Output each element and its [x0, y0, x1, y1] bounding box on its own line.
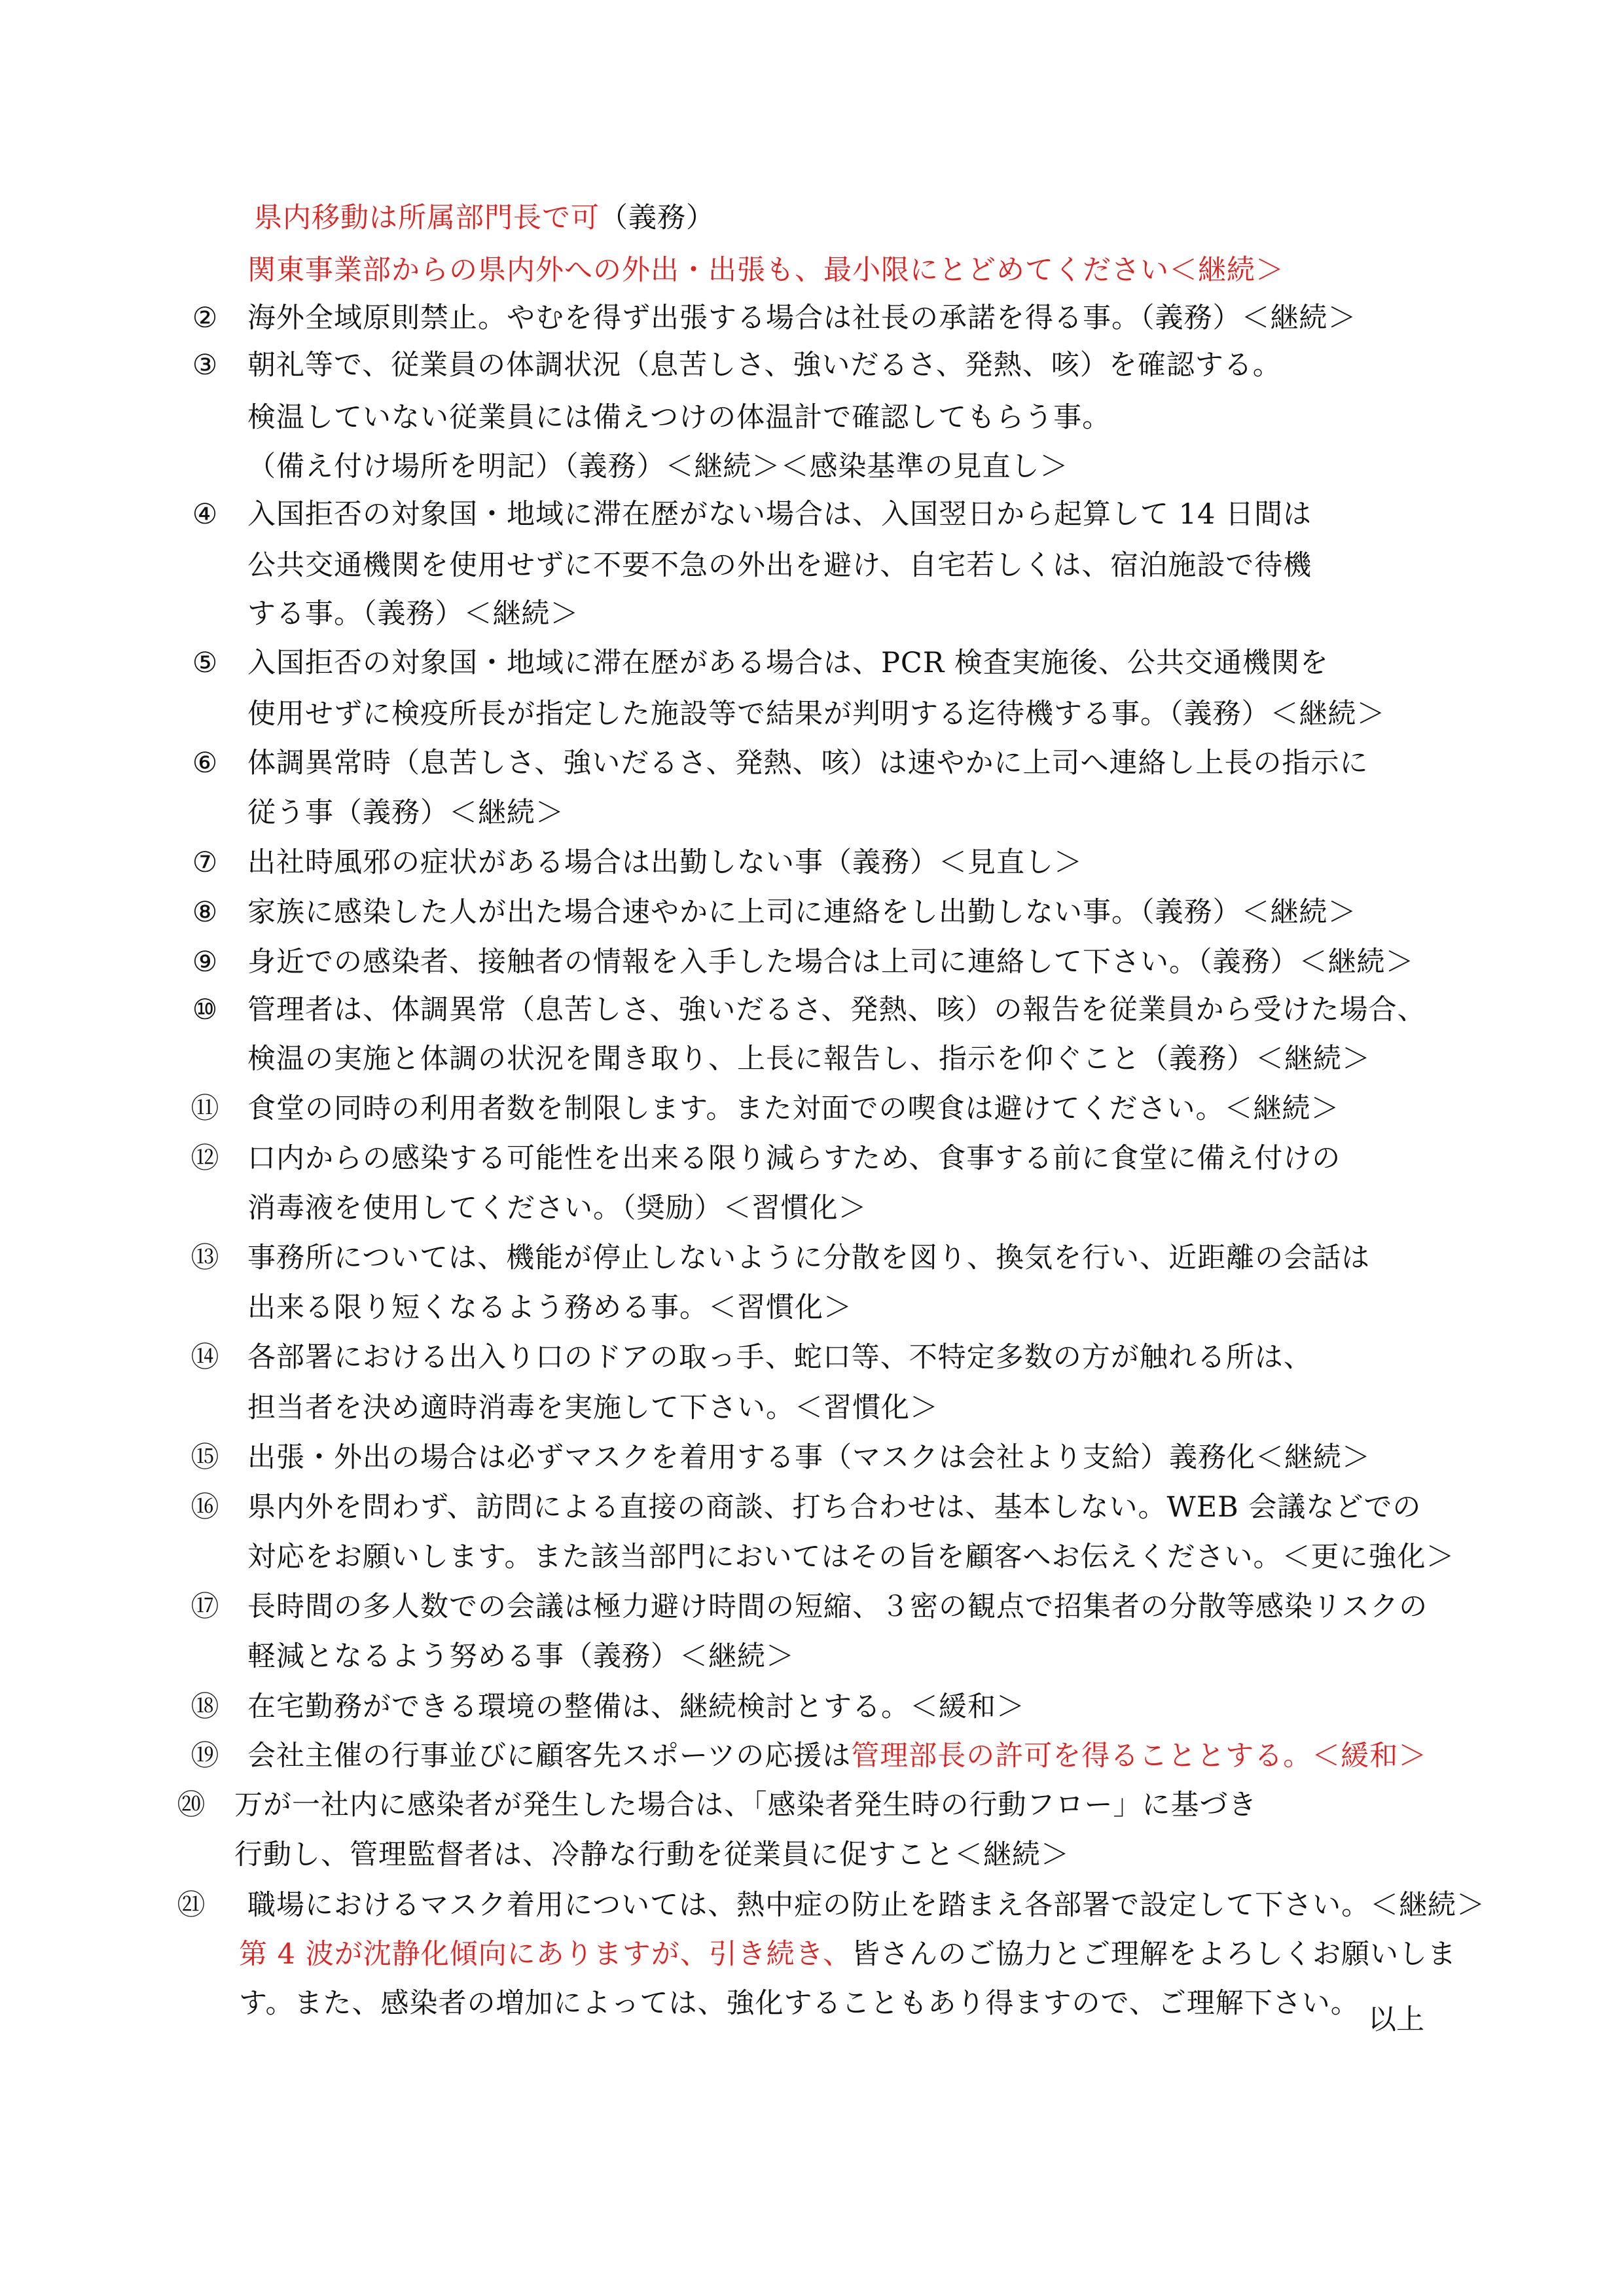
text-line [234, 1837, 1070, 1873]
text-line [254, 200, 715, 236]
text-segment: 朝礼等で、従業員の体調状況（息苦しさ、強いだるさ、発熱、咳）を確認する。 [247, 349, 1282, 382]
text-segment: 身近での感染者、接触者の情報を入手した場合は上司に連絡して下さい。（義務）＜継続＞ [247, 946, 1415, 978]
text-line [247, 894, 1357, 931]
item-number: ⑦ [192, 846, 218, 879]
item-number: ⑬ [190, 1242, 219, 1274]
text-line [247, 252, 1284, 289]
highlighted-text: 第 4 波が沈静化傾向にありますが、引き続き、 [239, 1938, 852, 1971]
text-segment: 会社主催の行事並びに顧客先スポーツの応援は [247, 1740, 852, 1772]
text-segment: 担当者を決め適時消毒を実施して下さい。＜習慣化＞ [247, 1391, 939, 1424]
text-line [247, 1140, 1341, 1177]
text-line [247, 645, 1329, 681]
text-segment: 軽減となるよう努める事（義務）＜継続＞ [247, 1640, 795, 1673]
text-segment: 使用せずに検疫所長が指定した施設等で結果が判明する迄待機する事。（義務）＜継続＞ [247, 698, 1386, 730]
item-number: ⑤ [192, 647, 218, 679]
text-segment: 体調異常時（息苦しさ、強いだるさ、発熱、咳）は速やかに上司へ連絡し上長の指示に [247, 747, 1369, 780]
text-segment: 在宅勤務ができる環境の整備は、継続検討とする。＜緩和＞ [247, 1691, 1025, 1723]
text-line [247, 795, 564, 831]
text-line [247, 1240, 1370, 1276]
item-number: ⑫ [190, 1142, 219, 1175]
text-segment: 検温していない従業員には備えつけの体温計で確認してもらう事。 [247, 401, 1111, 434]
text-line [247, 1489, 1421, 1526]
text-line [239, 1936, 1456, 1973]
text-line [247, 300, 1357, 336]
text-segment: （備え付け場所を明記）（義務）＜継続＞＜感染基準の見直し＞ [247, 450, 1069, 483]
text-segment: 出来る限り短くなるよう務める事。＜習慣化＞ [247, 1291, 852, 1324]
text-line [247, 547, 1312, 584]
item-number: ④ [192, 498, 218, 531]
text-segment: 入国拒否の対象国・地域に滞在歴がない場合は、入国翌日から起算して 14 日間は [247, 498, 1312, 531]
text-segment: 入国拒否の対象国・地域に滞在歴がある場合は、PCR 検査実施後、公共交通機関を [247, 647, 1329, 679]
text-line [247, 496, 1312, 533]
text-line [247, 992, 1426, 1028]
text-segment: 家族に感染した人が出た場合速やかに上司に連絡をし出勤しない事。（義務）＜継続＞ [247, 896, 1357, 929]
text-line [247, 1887, 1485, 1924]
closing-text: 以上 [1368, 2003, 1424, 2036]
text-segment: 口内からの感染する可能性を出来る限り減らすため、食事する前に食堂に備え付けの [247, 1142, 1341, 1175]
item-number: ⑲ [190, 1740, 219, 1772]
item-number: ⑰ [190, 1590, 219, 1623]
text-line [247, 1638, 795, 1675]
text-segment: 従う事（義務）＜継続＞ [247, 797, 564, 829]
text-line [247, 596, 579, 632]
text-segment: 管理者は、体調異常（息苦しさ、強いだるさ、発熱、咳）の報告を従業員から受けた場合、 [247, 994, 1426, 1026]
text-segment: 各部署における出入り口のドアの取っ手、蛇口等、不特定多数の方が触れる所は、 [247, 1341, 1312, 1374]
text-segment: 長時間の多人数での会議は極力避け時間の短縮、３密の観点で招集者の分散等感染リスクの [247, 1590, 1428, 1623]
text-segment: （義務） [600, 202, 715, 234]
highlighted-text: 管理部長の許可を得ることとする。＜緩和＞ [851, 1740, 1428, 1772]
item-number: ⑱ [190, 1691, 219, 1723]
text-line [247, 1090, 1340, 1127]
text-line [239, 1985, 1360, 2022]
text-segment: 検温の実施と体調の状況を聞き取り、上長に報告し、指示を仰ぐこと（義務）＜継続＞ [247, 1043, 1371, 1075]
text-segment: 対応をお願いします。また該当部門においてはその旨を顧客へお伝えください。＜更に強化＞ [247, 1541, 1455, 1573]
text-line [247, 1539, 1455, 1575]
text-line [247, 399, 1111, 436]
text-segment: 事務所については、機能が停止しないように分散を図り、換気を行い、近距離の会話は [247, 1242, 1371, 1274]
text-line [247, 944, 1415, 980]
highlighted-text: 県内移動は所属部門長で可 [254, 202, 600, 234]
text-segment: 職場におけるマスク着用については、熱中症の防止を踏まえ各部署で設定して下さい。＜継続＞ [247, 1889, 1486, 1922]
text-segment: 公共交通機関を使用せずに不要不急の外出を避け、自宅若しくは、宿泊施設で待機 [247, 549, 1312, 582]
item-number: ㉑ [177, 1889, 206, 1922]
text-line [247, 844, 1083, 881]
item-number: ⑨ [192, 946, 218, 978]
text-segment: 出張・外出の場合は必ずマスクを着用する事（マスクは会社より支給）義務化＜継続＞ [247, 1441, 1371, 1474]
text-segment: 消毒液を使用してください。（奨励）＜習慣化＞ [247, 1192, 867, 1225]
text-segment: す。また、感染者の増加によっては、強化することもあり得ますので、ご理解下さい。 [239, 1987, 1360, 2020]
text-segment: 皆さんのご協力とご理解をよろしくお願いしま [851, 1938, 1456, 1971]
text-segment: 海外全域原則禁止。やむを得ず出張する場合は社長の承諾を得る事。（義務）＜継続＞ [247, 302, 1357, 334]
text-line [247, 1289, 852, 1326]
text-line [247, 1339, 1312, 1376]
text-line [247, 745, 1369, 781]
item-number: ⑩ [192, 994, 218, 1026]
text-segment: 行動し、管理監督者は、冷静な行動を従業員に促すこと＜継続＞ [234, 1839, 1070, 1871]
text-line [247, 1588, 1428, 1625]
text-line [247, 448, 1069, 485]
item-number: ⑳ [177, 1789, 206, 1821]
highlighted-text: 関東事業部からの県内外への外出・出張も、最小限にとどめてください＜継続＞ [247, 254, 1284, 287]
item-number: ⑯ [190, 1491, 219, 1524]
item-number: ⑥ [192, 747, 218, 780]
item-number: ⑮ [190, 1441, 219, 1474]
text-segment: する事。（義務）＜継続＞ [247, 598, 579, 630]
item-number: ② [192, 302, 218, 334]
item-number: ⑪ [190, 1092, 219, 1125]
item-number: ⑧ [192, 896, 218, 929]
text-line [247, 696, 1386, 732]
text-line [247, 1738, 1427, 1774]
text-segment: 県内外を問わず、訪問による直接の商談、打ち合わせは、基本しない。WEB 会議などでの [247, 1491, 1422, 1524]
text-line [247, 1439, 1371, 1476]
text-segment: 万が一社内に感染者が発生した場合は、「感染者発生時の行動フロー」に基づき [234, 1789, 1257, 1821]
text-line [247, 1390, 939, 1426]
text-line [247, 1190, 867, 1227]
text-segment: 食堂の同時の利用者数を制限します。また対面での喫食は避けてください。＜継続＞ [247, 1092, 1340, 1125]
text-line [247, 1041, 1371, 1077]
text-line [247, 347, 1282, 384]
text-line [247, 1689, 1025, 1725]
item-number: ⑭ [190, 1341, 219, 1374]
text-segment: 出社時風邪の症状がある場合は出勤しない事（義務）＜見直し＞ [247, 846, 1083, 879]
item-number: ③ [192, 349, 218, 382]
text-line [234, 1787, 1257, 1823]
